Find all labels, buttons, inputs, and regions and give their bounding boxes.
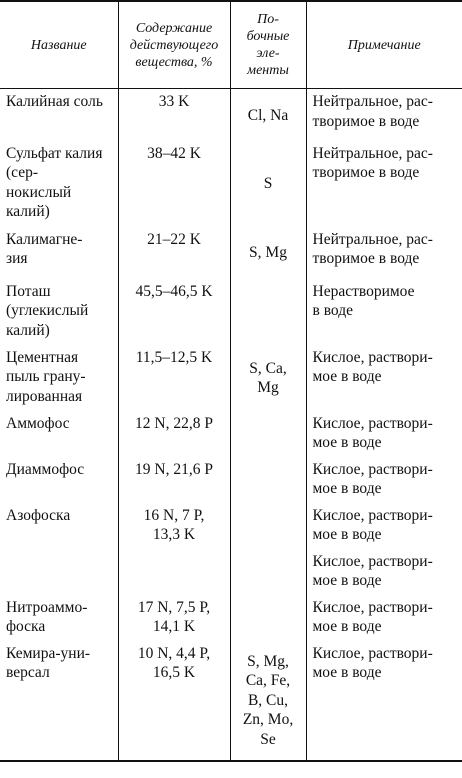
table-row — [0, 141, 462, 227]
cell-note: Кислое, раствори- мое в воде — [306, 503, 462, 549]
cell-content: 38–42 K — [118, 141, 230, 227]
cell-note: Нейтральное, рас- творимое в воде — [306, 89, 462, 141]
cell-content — [118, 549, 230, 595]
cell-name — [0, 549, 118, 595]
cell-note: Нерастворимое в воде — [306, 279, 462, 345]
cell-side-elements: S, Ca, Mg — [230, 345, 306, 411]
cell-name: Цементная пыль грану- лированная — [0, 345, 118, 411]
table-row — [0, 279, 462, 345]
header-content: Содержание действующего вещества, % — [118, 1, 230, 89]
cell-side-elements: S — [230, 141, 306, 227]
cell-name: Сульфат калия (сер- нокислый калий) — [0, 141, 118, 227]
header-note: Примечание — [306, 1, 462, 89]
cell-content: 10 N, 4,4 P, 16,5 K — [118, 641, 230, 761]
cell-content: 11,5–12,5 K — [118, 345, 230, 411]
cell-content: 16 N, 7 P, 13,3 K — [118, 503, 230, 549]
cell-side-elements: S, Mg, Ca, Fe, B, Cu, Zn, Mo, Se — [230, 641, 306, 761]
cell-note: Кислое, раствори- мое в воде — [306, 595, 462, 641]
cell-side-elements — [230, 279, 306, 345]
cell-note: Кислое, раствори- мое в воде — [306, 549, 462, 595]
cell-content: 17 N, 7,5 P, 14,1 K — [118, 595, 230, 641]
cell-name: Поташ (углекислый калий) — [0, 279, 118, 345]
table-row — [0, 641, 462, 761]
cell-content: 45,5–46,5 K — [118, 279, 230, 345]
cell-name: Нитроаммо- фоска — [0, 595, 118, 641]
table-row — [0, 411, 462, 457]
cell-note: Кислое, раствори- мое в воде — [306, 457, 462, 503]
cell-side-elements — [230, 595, 306, 641]
cell-side-elements: S, Mg — [230, 227, 306, 279]
cell-side-elements — [230, 549, 306, 595]
cell-name: Азофоска — [0, 503, 118, 549]
cell-side-elements — [230, 503, 306, 549]
cell-side-elements: Cl, Na — [230, 89, 306, 141]
cell-name: Кемира-уни- версал — [0, 641, 118, 761]
cell-name: Аммофос — [0, 411, 118, 457]
table-row — [0, 457, 462, 503]
table-row — [0, 227, 462, 279]
cell-name: Диаммофос — [0, 457, 118, 503]
cell-side-elements — [230, 411, 306, 457]
cell-note: Кислое, раствори- мое в воде — [306, 641, 462, 761]
cell-note: Нейтральное, рас- творимое в воде — [306, 227, 462, 279]
table-row — [0, 345, 462, 411]
cell-content: 19 N, 21,6 P — [118, 457, 230, 503]
table-row — [0, 549, 462, 595]
cell-name: Калийная соль — [0, 89, 118, 141]
cell-note: Кислое, раствори- мое в воде — [306, 411, 462, 457]
table-header-row — [0, 1, 462, 89]
cell-content: 33 K — [118, 89, 230, 141]
header-side-elements: По- бочные эле- менты — [230, 1, 306, 89]
table-row — [0, 89, 462, 141]
cell-note: Нейтральное, рас- творимое в воде — [306, 141, 462, 227]
cell-content: 12 N, 22,8 P — [118, 411, 230, 457]
header-name: Название — [0, 1, 118, 89]
cell-name: Калимагне- зия — [0, 227, 118, 279]
cell-note: Кислое, раствори- мое в воде — [306, 345, 462, 411]
cell-content: 21–22 K — [118, 227, 230, 279]
table-row — [0, 503, 462, 549]
cell-side-elements — [230, 457, 306, 503]
table-row — [0, 595, 462, 641]
